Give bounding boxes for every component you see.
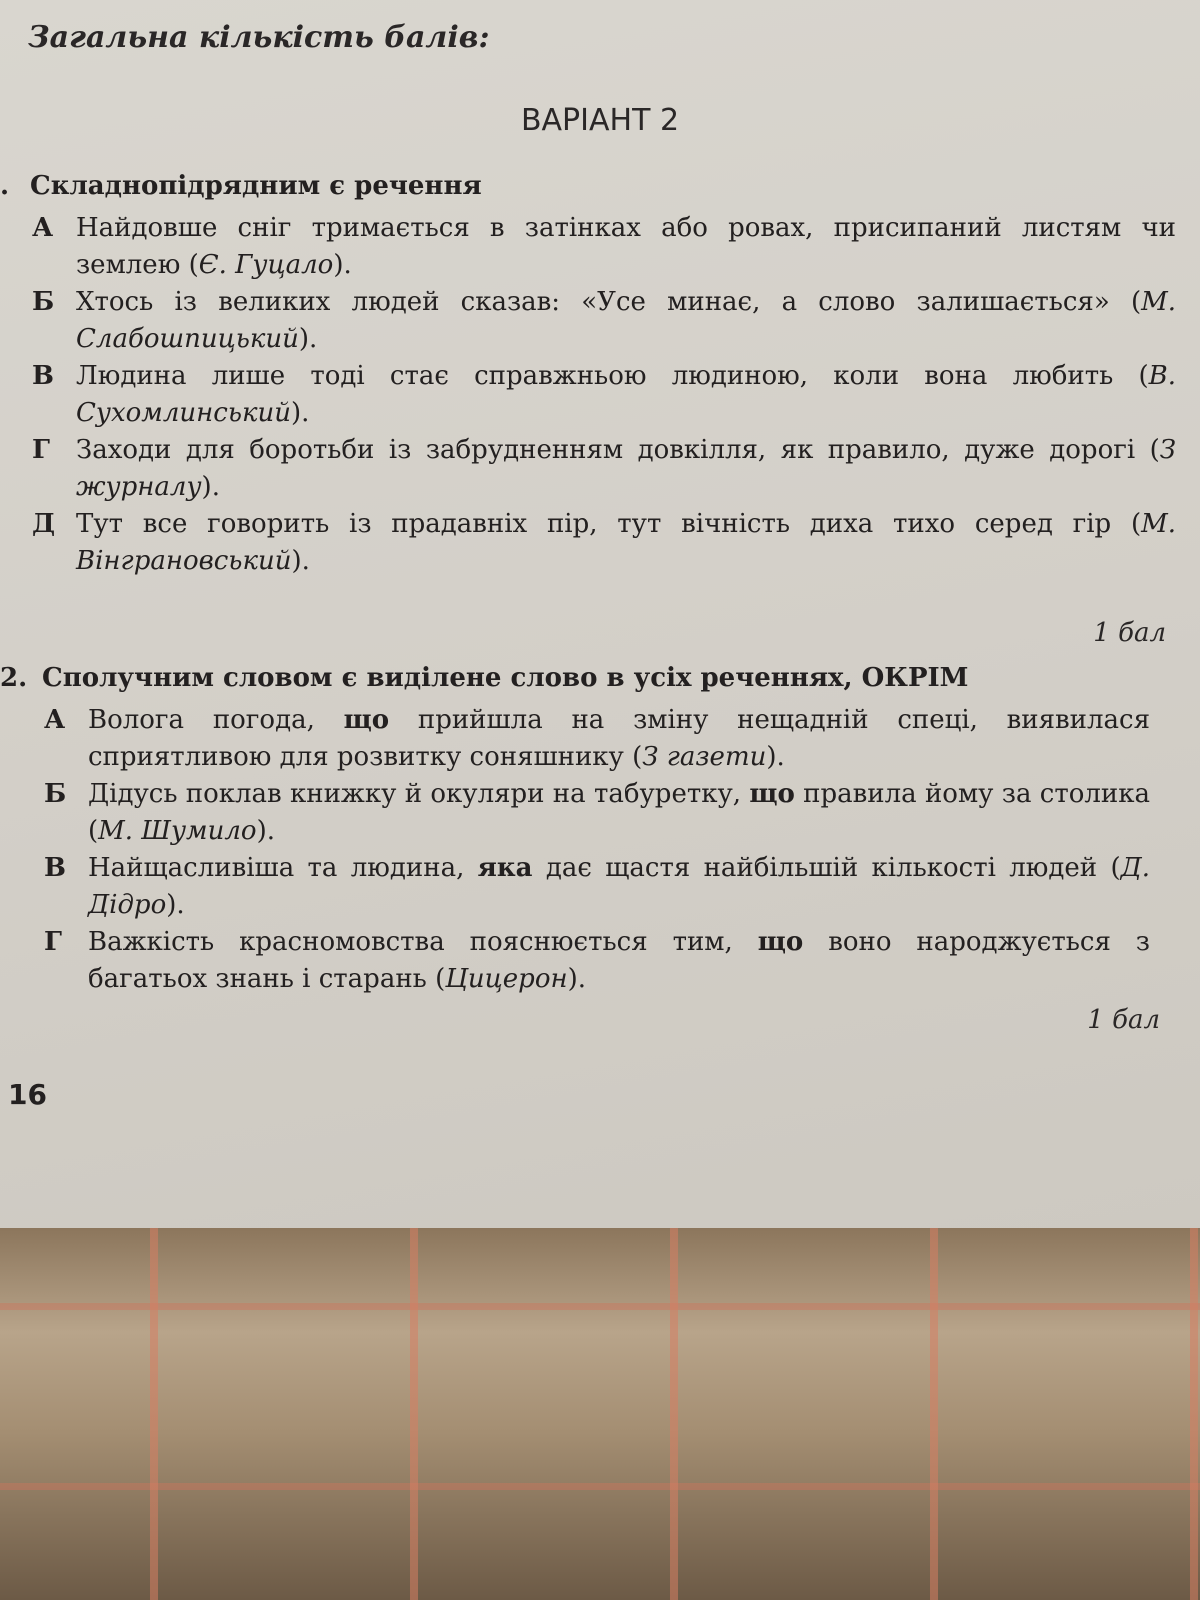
option-letter: А <box>44 705 66 735</box>
option-author: Є. Гуцало <box>198 250 334 280</box>
option-text: Заходи для боротьби із забрудненням довкілля, як правило, дуже дорогі ( <box>76 435 1160 465</box>
option-author: М. Шумило <box>98 816 257 846</box>
question-number: . <box>0 171 10 201</box>
tablecloth-background <box>0 1228 1200 1600</box>
option-b: Б Дідусь поклав книжку й окуляри на табуретку, що правила йому за столика (М. Шумило). <box>44 776 1150 850</box>
option-end: ). <box>291 398 310 428</box>
option-letter: Г <box>32 435 50 465</box>
option-v: В Найщасливіша та людина, яка дає щастя найбільшій кількості людей (Д. Дідро). <box>44 850 1150 924</box>
option-letter: В <box>44 853 66 883</box>
option-author: М. Вінграновський <box>76 509 1176 576</box>
highlighted-word: яка <box>477 853 533 883</box>
page-number: 16 <box>8 1078 47 1111</box>
highlighted-word: що <box>343 705 390 735</box>
option-letter: Д <box>32 509 56 539</box>
option-letter: А <box>32 213 54 243</box>
variant-title: ВАРІАНТ 2 <box>520 103 680 138</box>
question-number: 2. <box>0 663 28 693</box>
option-b <box>32 284 1176 358</box>
option-author: Цицерон <box>445 964 568 994</box>
options-list <box>32 210 1176 580</box>
option-letter: Б <box>44 779 67 809</box>
option-author: З журналу <box>76 435 1176 502</box>
options-list <box>44 702 1150 998</box>
option-letter: Г <box>44 927 62 957</box>
option-author: В. Сухомлинський <box>76 361 1176 428</box>
option-text: Найдовше сніг тримається в затінках або ровах, присипаний листям чи землею ( <box>76 213 1176 280</box>
option-letter: В <box>32 361 54 391</box>
option-h <box>32 432 1176 506</box>
option-text: Тут все говорить із прадавніх пір, тут вічність диха тихо серед гір ( <box>76 509 1142 539</box>
highlighted-word: що <box>749 779 795 809</box>
option-author: М. Слабошпицький <box>76 287 1176 354</box>
option-v <box>32 358 1176 432</box>
option-letter: Б <box>32 287 55 317</box>
question-1-title <box>0 168 1200 204</box>
option-author: Д. Дідро <box>88 853 1150 920</box>
question-1 <box>0 168 1200 580</box>
option-a <box>32 210 1176 284</box>
option-end: ). <box>291 546 310 576</box>
option-author: З газети <box>642 742 767 772</box>
highlighted-word: що <box>757 927 804 957</box>
option-h: Г Важкість красномовства пояснюється тим, що воно народжується з багатьох знань і старань (Цицерон). <box>44 924 1150 998</box>
option-end: ). <box>201 472 220 502</box>
option-end: ). <box>298 324 318 354</box>
question-1-score: 1 бал <box>1093 618 1166 648</box>
option-text: Хтось із великих людей сказав: «Усе минає, а слово залишається» ( <box>76 287 1142 317</box>
option-a: А Волога погода, що прийшла на зміну нещадній спеці, виявилася сприятливою для розвитку соняшнику (З газети). <box>44 702 1150 776</box>
option-text: Людина лише тоді стає справжньою людиною, коли вона любить ( <box>76 361 1149 391</box>
option-d <box>32 506 1176 580</box>
question-2 <box>0 660 1200 998</box>
question-2-title <box>0 660 1200 696</box>
question-text: Сполучним словом є виділене слово в усіх реченнях, ОКРІМ <box>42 663 969 693</box>
option-end: ). <box>333 250 352 280</box>
question-2-score: 1 бал <box>1087 1005 1160 1035</box>
question-text: Складнопідрядним є речення <box>30 171 482 201</box>
total-score-label: Загальна кількість балів: <box>28 20 490 55</box>
